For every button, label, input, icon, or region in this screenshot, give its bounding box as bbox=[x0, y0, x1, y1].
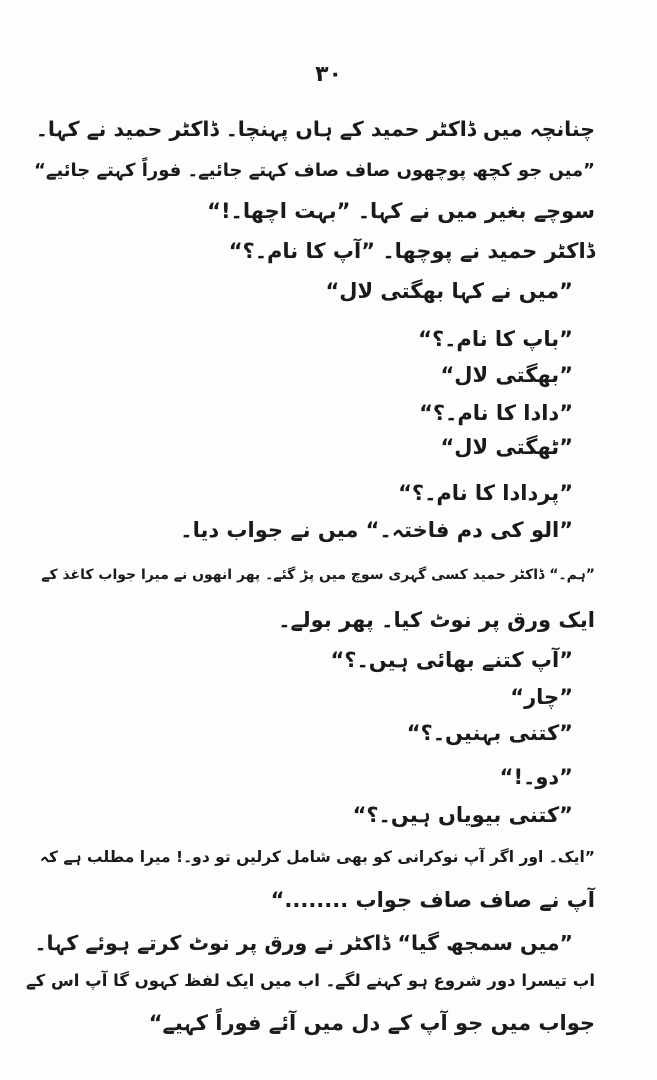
text-line-20: آپ نے صاف صاف جواب ........“ bbox=[270, 888, 595, 912]
text-line-19: ”ایک۔ اور اگر آپ نوکرانی کو بھی شامل کرلیں تو دو۔! میرا مطلب ہے کہ bbox=[39, 848, 595, 866]
page-number: ۳۰ bbox=[315, 62, 342, 87]
text-line-23: جواب میں جو آپ کے دل میں آئے فوراً کہیے“ bbox=[148, 1011, 595, 1035]
text-line-9: ”ٹھگتی لال“ bbox=[440, 435, 573, 459]
text-line-14: ”آپ کتنے بھائی ہیں۔؟“ bbox=[330, 648, 573, 672]
text-line-18: ”کتنی بیویاں ہیں۔؟“ bbox=[352, 803, 573, 827]
text-line-11: ”الو کی دم فاختہ۔“ میں نے جواب دیا۔ bbox=[180, 518, 573, 542]
text-line-10: ”پردادا کا نام۔؟“ bbox=[398, 481, 573, 505]
text-line-2: ”میں جو کچھ پوچھوں صاف صاف کہتے جائیے۔ فوراً کہتے جائیے“ bbox=[34, 160, 595, 181]
text-line-12: ”ہم۔“ ڈاکٹر حمید کسی گہری سوچ میں پڑ گئے۔ پھر انھوں نے میرا جواب کاغذ کے bbox=[41, 567, 595, 583]
text-line-3: سوچے بغیر میں نے کہا۔ ”بہت اچھا۔!“ bbox=[207, 199, 595, 223]
text-line-5: ”میں نے کہا بھگتی لال“ bbox=[325, 279, 573, 303]
text-line-13: ایک ورق پر نوٹ کیا۔ پھر بولے۔ bbox=[278, 608, 595, 632]
text-line-8: ”دادا کا نام۔؟“ bbox=[419, 401, 573, 425]
text-line-17: ”دو۔!“ bbox=[499, 765, 573, 789]
text-line-22: اب تیسرا دور شروع ہو کہنے لگے۔ اب میں ایک لفظ کہوں گا آپ اس کے bbox=[25, 971, 595, 990]
text-line-1: چنانچہ میں ڈاکٹر حمید کے ہاں پہنچا۔ ڈاکٹر حمید نے کہا۔ bbox=[35, 117, 595, 141]
text-line-4: ڈاکٹر حمید نے پوچھا۔ ”آپ کا نام۔؟“ bbox=[228, 239, 595, 263]
text-line-7: ”بھگتی لال“ bbox=[440, 363, 573, 387]
text-line-21: ”میں سمجھ گیا“ ڈاکٹر نے ورق پر نوٹ کرتے ہوئے کہا۔ bbox=[34, 931, 573, 955]
text-line-16: ”کتنی بہنیں۔؟“ bbox=[406, 721, 573, 745]
text-line-6: ”باپ کا نام۔؟“ bbox=[418, 327, 573, 351]
text-line-15: ”چار“ bbox=[510, 685, 573, 709]
